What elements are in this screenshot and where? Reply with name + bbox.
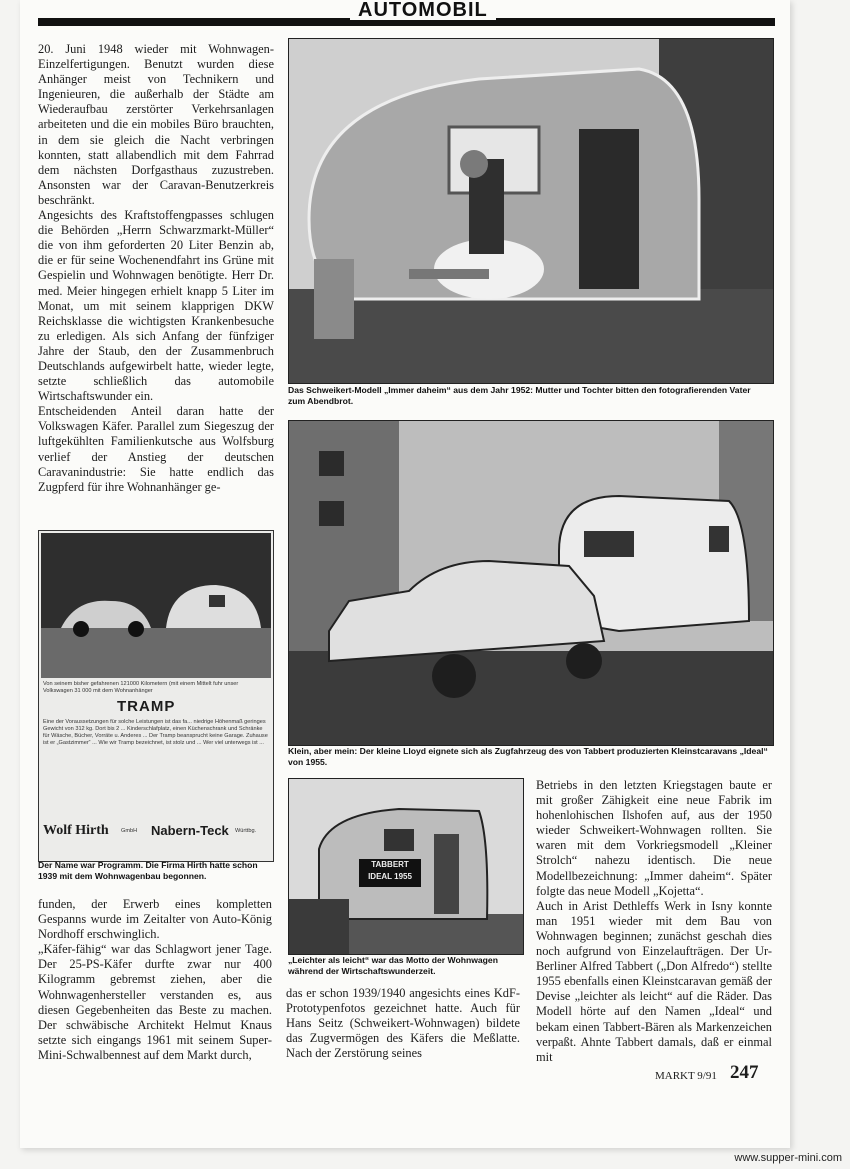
paragraph: „Käfer-fähig“ war das Schlagwort jener Tage. Der 25-PS-Käfer durfte zwar nur 400 Kilogramm gebremst ziehen, aber die Wohnwagenhersteller verstanden es, aus diesen Gegebenheiten das Beste zu machen. Der schwäbische Architekt Helmut Knaus setzte sich eingangs 1961 mit seinem Super-Mini-Schwalbennest auf dem Markt durch, xyxy=(38,942,272,1062)
section-title: AUTOMOBIL xyxy=(350,0,496,20)
ad-brand-nabern-suffix: Württbg. xyxy=(235,828,257,834)
middle-column-bottom xyxy=(286,986,520,1061)
paragraph: funden, der Erwerb eines kompletten Gespanns wurde im Zeitalter von Auto-König Nordhoff erschwinglich. xyxy=(38,897,272,942)
ad-brand-hirth-suffix: GmbH xyxy=(121,828,138,834)
photo-schweikert-caravan xyxy=(288,38,774,384)
paragraph: 20. Juni 1948 wieder mit Wohnwagen-Einzelfertigungen. Benutzt wurden diese Anhänger meist von Technikern und Ingenieuren, die außerhalb der Städte am Wiederaufbau zerstörter Verkehrsanlagen arbeiteten und die ein mobiles Büro brauchten, in dem sie gleich die Nacht verbringen konnten, statt allabendlich mit dem Fahrrad dem nächsten Dorfgasthaus zuzustreben. Ansonsten war der Caravan-Benutzerkreis beschränkt. xyxy=(38,42,274,207)
beetle-caravan-illustration xyxy=(41,533,271,678)
ad-intro-text: Von seinem bisher gefahrenen 121000 Kilometern (mit einem Mittelt fuhr unser Volkswagen 31 000 mit dem Wohnanhänger xyxy=(43,681,239,694)
tabbert-sign xyxy=(359,859,421,887)
paragraph: das er schon 1939/1940 angesichts eines KdF-Prototypenfotos gezeichnet hatte. Auch für Hans Seitz (Schweikert-Wohnwagen) bildete das Zugvermögen des Käfers die Meßlatte. Nach der Zerstörung seines xyxy=(286,986,520,1061)
paragraph: Angesichts des Kraftstoffengpasses schlugen die Behörden „Herrn Schwarzmarkt-Müller“ die von ihm geforderten 20 Liter Benzin ab, die er für seine Wochenendfahrt ins Grüne mit Gespielin und Wohnwagen benötigte. Herr Dr. med. Meier hingegen erhielt knapp 5 Liter im Monat, um mit seinem klapprigen DKW Reichsklasse die wichtigsten Krankenbesuche zu erledigen. Als sich Anfang der fünfziger Jahre der Staub, den der Zusammenbruch Deutschlands aufgewirbelt hatte, wieder legte, setzte schließlich das automobile Wirtschaftswunder ein. xyxy=(38,208,274,404)
caravan-photo-illustration xyxy=(289,39,773,383)
right-column xyxy=(536,778,772,1065)
left-column-top xyxy=(38,42,274,495)
lloyd-photo-illustration xyxy=(289,421,773,745)
tabbert-sign-line1: TABBERT xyxy=(371,860,409,869)
caption-ad: Der Name war Programm. Die Firma Hirth hatte schon 1939 mit dem Wohnwagenbau begonnen. xyxy=(38,860,258,881)
left-column-bottom xyxy=(38,897,272,1063)
paragraph: Auch in Arist Dethleffs Werk in Isny konnte man 1951 wieder mit dem Bau von Wohnwagen beginnen; zunächst geschah dies noch aufgrund von Einzelaufträgen. Der Ur-Berliner Alfred Tabbert („Don Alfredo“) stellte 1955 ebenfalls einen Kleinstcaravan gemäß der Devise „leichter als leicht“ auf die Räder. Das Modell hörte auf den Namen „Ideal“ und bekam einen Tabbert-Bären als Markenzeichen verpaßt. Ahnte Tabbert damals, daß er einmal mit xyxy=(536,898,772,1064)
caption-photo-1: Das Schweikert-Modell „Immer daheim“ aus dem Jahr 1952: Mutter und Tochter bitten den fotografierenden Vater zum Abendbrot. xyxy=(288,385,751,406)
ad-body-text: Eine der Voraussetzungen für solche Leistungen ist das fa... niedrige Höhenmaß geringes Gewicht von 312 kg. Dort bis 2 ... Kinderschlafplatz, einen Küchenschrank und Schränke für Wäsche, Bücher, Vorräte u. Anderes ... Der Tramp beansprucht keine Garage. Zuhause ist er „Gastzimmer“ ... Wie wir Tramp bezeichnet, ist stolz und ... Wer viel unterwegs ist ... xyxy=(43,719,268,746)
caption-photo-3: „Leichter als leicht“ war das Motto der Wohnwagen während der Wirtschaftswunderzeit. xyxy=(288,955,498,976)
caption-photo-2: Klein, aber mein: Der kleine Lloyd eignete sich als Zugfahrzeug des von Tabbert produzierten Kleinstcaravans „Ideal“ von 1955. xyxy=(288,746,768,767)
paragraph: Betriebs in den letzten Kriegstagen baute er mit großer Zähigkeit eine neue Fabrik im hohenlohischen Ilshofen auf, aus der 1950 wieder Schweikert-Wohnwagen rollten. Sie waren mit dem Vorkriegsmodell „Kleiner Strolch“ nahezu identisch. Die neue Modellbezeichnung: „Immer daheim“. Später folgte das neue Modell „Kojetta“. xyxy=(536,778,772,898)
ad-photo xyxy=(41,533,271,678)
magazine-footer: MARKT 9/91 xyxy=(655,1070,717,1082)
photo-lloyd-tabbert xyxy=(288,420,774,746)
ad-title: TRAMP xyxy=(117,698,176,715)
paragraph: Entscheidenden Anteil daran hatte der Volkswagen Käfer. Parallel zum Siegeszug der luftgekühlten Familienkutsche aus Wolfsburg verlief der Anstieg der deutschen Caravanindustrie: Sie hatte endlich das Zugpferd für ihre Wohnanhänger ge- xyxy=(38,404,274,494)
tabbert-sign-line2: IDEAL 1955 xyxy=(368,872,412,881)
ad-brand-nabern: Nabern-Teck xyxy=(151,823,229,838)
ad-brand-hirth: Wolf Hirth xyxy=(43,823,109,838)
page-number: 247 xyxy=(730,1062,759,1083)
website-watermark: www.supper-mini.com xyxy=(734,1152,842,1164)
tramp-advertisement xyxy=(38,530,274,862)
photo-tabbert-ideal xyxy=(288,778,524,955)
